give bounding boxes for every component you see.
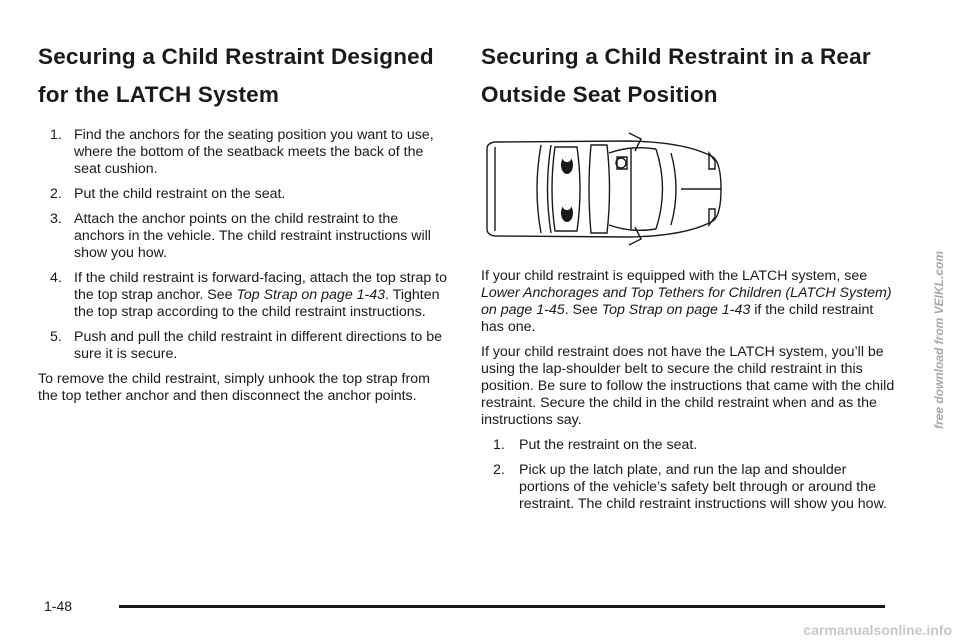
list-item (38, 270, 452, 321)
step-number: 1. (50, 127, 62, 143)
step-text: Put the child restraint on the seat. (74, 186, 286, 202)
section-heading-latch (38, 38, 452, 114)
section-heading-rear-outside (481, 38, 895, 114)
step-text: Find the anchors for the seating position you want to use, where the bottom of the seatback meets the back of the seat cushion. (74, 127, 434, 177)
step-number: 5. (50, 329, 62, 345)
page-number: 1-48 (44, 598, 73, 614)
paragraph-text: If your child restraint is equipped with the LATCH system, see (481, 268, 868, 284)
paragraph-text: . See (564, 302, 602, 318)
step-text: Pick up the latch plate, and run the lap and shoulder portions of the vehicle’s safety belt through or around the restraint. The child restraint instructions will show you how. (519, 462, 887, 512)
step-number: 2. (50, 186, 62, 202)
step-text: If the child restraint is forward-facing, attach the top strap to the top strap anchor. See (74, 270, 447, 303)
bottom-watermark: carmanualsonline.info (803, 622, 952, 638)
rear-outside-steps-list (489, 437, 895, 513)
car-top-view-icon (481, 127, 731, 252)
step-text: Put the restraint on the seat. (519, 437, 698, 453)
heading-line-2: for the LATCH System (38, 82, 280, 107)
page-footer (44, 596, 894, 616)
cross-reference-link[interactable]: Top Strap on page 1-43 (601, 302, 751, 318)
step-number: 4. (50, 270, 62, 286)
side-watermark: free download from VEIKL.com (932, 250, 946, 430)
list-item (38, 127, 452, 178)
step-number: 3. (50, 211, 62, 227)
removal-paragraph: To remove the child restraint, simply unhook the top strap from the top tether anchor and then disconnect the anchor points. (38, 371, 430, 404)
list-item (489, 462, 895, 513)
heading-line-1: Securing a Child Restraint in a Rear (481, 44, 871, 69)
step-text: . Tighten the top strap according to the child restraint instructions. (74, 287, 440, 320)
list-item (38, 329, 452, 363)
step-text: Push and pull the child restraint in different directions to be sure it is secure. (74, 329, 443, 362)
lap-shoulder-belt-paragraph: If your child restraint does not have the LATCH system, you’ll be using the lap-shoulder belt to secure the child restraint in this position. Be sure to follow the instructions that came with the child restraint. Secure the child in the child restraint when and as the instructions say. (481, 344, 895, 428)
cross-reference-link[interactable]: Top Strap on page 1-43 (236, 287, 386, 303)
step-number: 1. (493, 437, 505, 453)
paragraph-text: if the child restraint has one. (481, 302, 874, 335)
left-column (38, 38, 452, 413)
list-item (38, 211, 452, 262)
latch-steps-list (38, 127, 452, 363)
vehicle-seating-diagram (481, 127, 895, 252)
step-text: Attach the anchor points on the child restraint to the anchors in the vehicle. The child restraint instructions will show you how. (74, 211, 431, 261)
step-number: 2. (493, 462, 505, 478)
list-item (489, 437, 895, 454)
list-item (38, 186, 452, 203)
heading-line-2: Outside Seat Position (481, 82, 718, 107)
cross-reference-link[interactable]: Lower Anchorages and Top Tethers for Children (LATCH System) on page 1-45 (481, 285, 892, 318)
right-column (481, 38, 895, 521)
latch-reference-paragraph (481, 268, 895, 336)
footer-rule (119, 605, 885, 608)
heading-line-1: Securing a Child Restraint Designed (38, 44, 434, 69)
